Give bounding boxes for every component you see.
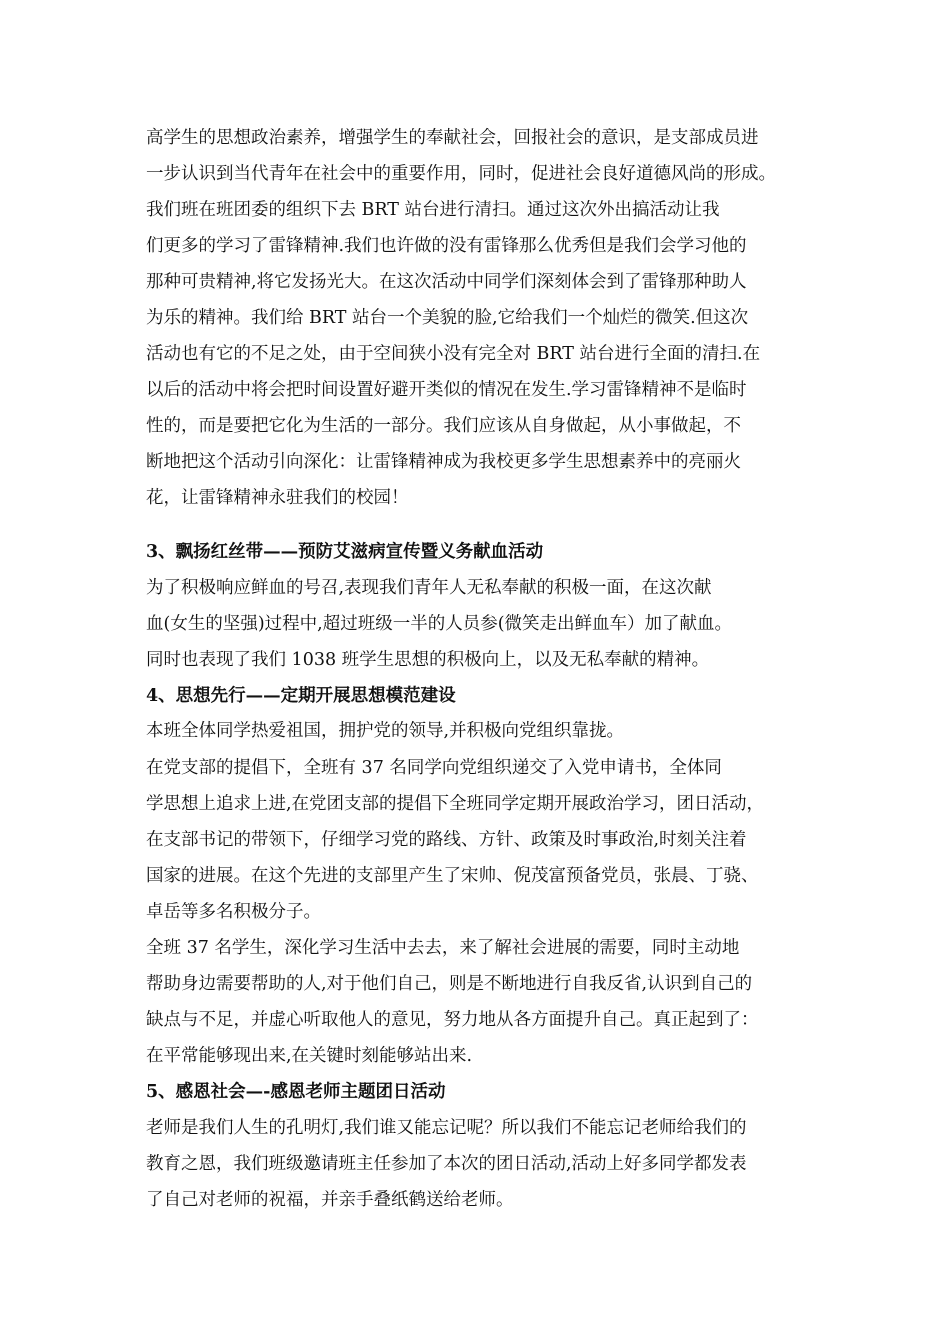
text-line: 们更多的学习了雷锋精神.我们也许做的没有雷锋那么优秀但是我们会学习他的 xyxy=(146,236,747,256)
text-line: 血(女生的坚强)过程中,超过班级一半的人员参(微笑走出鲜血车）加了献血。 xyxy=(146,614,733,634)
text-line: 高学生的思想政治素养，增强学生的奉献社会，回报社会的意识，是支部成员进 xyxy=(146,128,759,148)
section-heading-3: 3、飘扬红丝带——预防艾滋病宣传暨义务献血活动 xyxy=(146,542,544,562)
text-line: 花，让雷锋精神永驻我们的校园！ xyxy=(146,488,409,508)
text-line: 帮助身边需要帮助的人,对于他们自己，则是不断地进行自我反省,认识到自己的 xyxy=(146,974,753,994)
text-line: 以后的活动中将会把时间设置好避开类似的情况在发生.学习雷锋精神不是临时 xyxy=(146,380,747,400)
text-line: 在支部书记的带领下，仔细学习党的路线、方针、政策及时事政治,时刻关注着 xyxy=(146,830,747,850)
section-heading-4: 4、思想先行——定期开展思想模范建设 xyxy=(146,686,456,706)
text-line: 缺点与不足，并虚心听取他人的意见，努力地从各方面提升自己。真正起到了： xyxy=(146,1010,759,1030)
section-heading-5: 5、感恩社会—-感恩老师主题团日活动 xyxy=(146,1082,446,1102)
text-line: 在平常能够现出来,在关键时刻能够站出来. xyxy=(146,1046,473,1066)
text-line: 同时也表现了我们 1038 班学生思想的积极向上，以及无私奉献的精神。 xyxy=(146,650,710,670)
text-line: 断地把这个活动引向深化：让雷锋精神成为我校更多学生思想素养中的亮丽火 xyxy=(146,452,741,472)
text-line: 那种可贵精神,将它发扬光大。在这次活动中同学们深刻体会到了雷锋那种助人 xyxy=(146,272,747,292)
text-line: 学思想上追求上进,在党团支部的提倡下全班同学定期开展政治学习，团日活动， xyxy=(146,794,765,814)
text-line: 我们班在班团委的组织下去 BRT 站台进行清扫。通过这次外出搞活动让我 xyxy=(146,200,720,220)
text-line: 为了积极响应鲜血的号召,表现我们青年人无私奉献的积极一面，在这次献 xyxy=(146,578,712,598)
text-line: 国家的进展。在这个先进的支部里产生了宋帅、倪茂富预备党员，张晨、丁骁、 xyxy=(146,866,759,886)
text-line: 活动也有它的不足之处，由于空间狭小没有完全对 BRT 站台进行全面的清扫.在 xyxy=(146,344,761,364)
text-line: 教育之恩，我们班级邀请班主任参加了本次的团日活动,活动上好多同学都发表 xyxy=(146,1154,747,1174)
text-line: 本班全体同学热爱祖国，拥护党的领导,并积极向党组织靠拢。 xyxy=(146,721,625,741)
text-line: 在党支部的提倡下，全班有 37 名同学向党组织递交了入党申请书，全体同 xyxy=(146,758,722,778)
text-line: 卓岳等多名积极分子。 xyxy=(146,902,321,922)
text-line: 老师是我们人生的孔明灯,我们谁又能忘记呢？所以我们不能忘记老师给我们的 xyxy=(146,1118,747,1138)
text-line: 了自己对老师的祝福，并亲手叠纸鹤送给老师。 xyxy=(146,1190,514,1210)
text-line: 性的，而是要把它化为生活的一部分。我们应该从自身做起，从小事做起，不 xyxy=(146,416,741,436)
text-line: 为乐的精神。我们给 BRT 站台一个美貌的脸,它给我们一个灿烂的微笑.但这次 xyxy=(146,308,749,328)
text-line: 一步认识到当代青年在社会中的重要作用，同时，促进社会良好道德风尚的形成。 xyxy=(146,164,776,184)
text-line: 全班 37 名学生，深化学习生活中去去，来了解社会进展的需要，同时主动地 xyxy=(146,938,740,958)
